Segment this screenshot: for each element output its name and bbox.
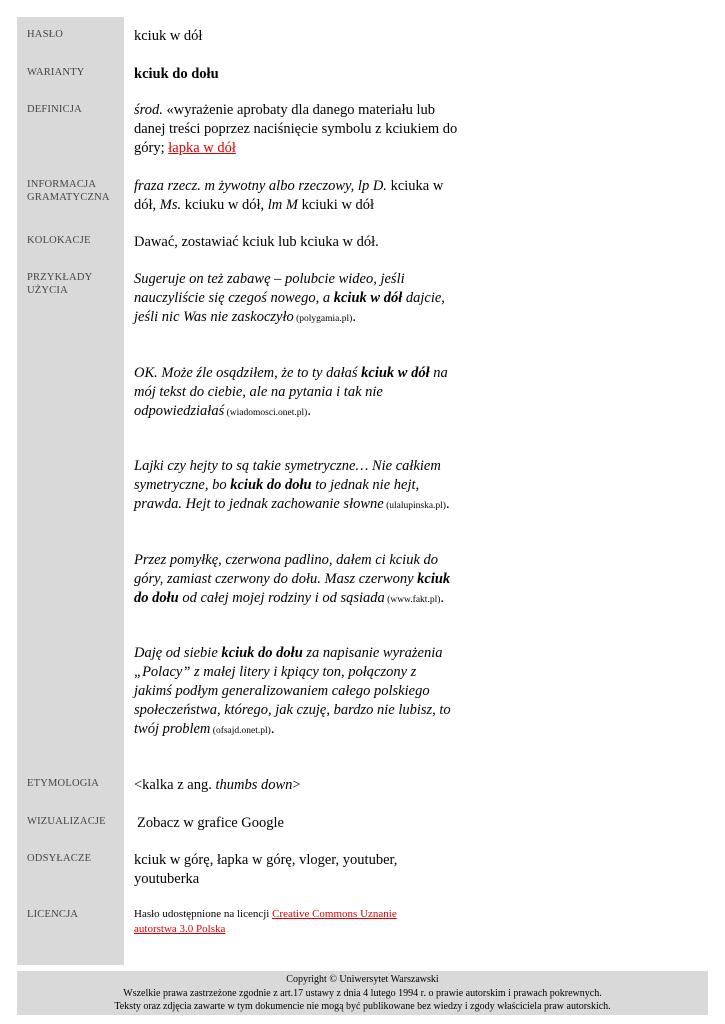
example-phrase: kciuk do dołu (230, 477, 312, 493)
label-licencja: LICENCJA (27, 909, 79, 920)
example-end: . (307, 403, 311, 419)
example-text: OK. Może źle osądziłem, że to ty dałaś (134, 365, 362, 381)
etymology-before: <kalka z ang. (134, 777, 216, 793)
example-text: za napisanie wyrażenia „Polacy” z małej litery i kpiący ton, połączony z jakimś podłym generalizowaniem całego polskiego społeczeństwa, którego, jak czuję, bardzo nie lubisz, to twój problem (134, 645, 451, 737)
example-text: od całej mojej rodziny i od sąsiada (178, 590, 385, 606)
definition-text: «wyrażenie aprobaty dla danego materiału lub danej treści poprzez naciśnięcie symbolu z kciukiem do góry; (134, 102, 458, 156)
footer-copyright: Copyright © Uniwersytet Warszawski (286, 974, 439, 985)
definition-link[interactable]: łapka w dół (168, 140, 236, 156)
definition-qualifier: środ. (134, 102, 163, 118)
label-odsylacze: ODSYŁACZE (27, 853, 92, 864)
label-etymologia: ETYMOLOGIA (27, 778, 99, 789)
grammar-info (134, 177, 449, 215)
example-end: . (270, 721, 275, 737)
example-source: (ulalupinska.pl) (383, 501, 446, 511)
example-text: Lajki czy hejty to są takie symetryczne… Nie całkiem symetryczne, bo (134, 458, 441, 493)
example-text: Daję od siebie (134, 645, 222, 661)
label-wizualizacje: WIZUALIZACJE (27, 816, 106, 827)
label-haslo: HASŁO (27, 29, 64, 40)
grammar-part1: fraza rzecz. m żywotny albo rzeczowy, lp D. (134, 178, 387, 194)
example-text: Sugeruje on też zabawę – polubcie wideo, jeśli nauczyliście się czegoś nowego, a (134, 271, 405, 306)
label-kolokacje: KOLOKACJE (27, 235, 91, 246)
etymology-term: thumbs down (215, 777, 293, 793)
example-end: . (352, 309, 356, 325)
footer (17, 971, 708, 1015)
example-3 (134, 457, 454, 516)
example-1 (134, 270, 454, 329)
cross-references: kciuk w górę, łapka w górę, vloger, youtuber, youtuberka (134, 852, 398, 887)
grammar-part4: kciuku w dół, (181, 197, 268, 213)
variants: kciuk do dołu (134, 66, 219, 82)
example-source: (www.fakt.pl) (384, 595, 441, 605)
example-5 (134, 644, 454, 741)
label-przyklady: PRZYKŁADY UŻYCIA (27, 272, 92, 296)
license-text: Hasło udostępnione na licencji (134, 908, 273, 920)
footer-rights: Wszelkie prawa zastrzeżone zgodnie z art.17 ustawy z dnia 4 lutego 1994 r. o prawie autorskim i prawach pokrewnych. (123, 987, 602, 999)
example-source: (polygamia.pl) (293, 314, 353, 324)
grammar-part3: Ms. (159, 197, 182, 213)
example-2 (134, 364, 449, 423)
etymology (134, 776, 464, 795)
collocations: Dawać, zostawiać kciuk lub kciuka w dół. (134, 234, 379, 250)
example-phrase: kciuk w dół (333, 290, 403, 306)
label-informacja: INFORMACJA GRAMATYCZNA (27, 179, 110, 203)
license-link[interactable]: Creative Commons Uznanie autorstwa 3.0 Polska (134, 908, 397, 935)
label-definicja: DEFINICJA (27, 104, 82, 115)
example-text: to jednak nie hejt, prawda. Hejt to jednak zachowanie słowne (134, 477, 420, 512)
license (134, 907, 434, 937)
example-4 (134, 551, 454, 610)
example-source: (ofsajd.onet.pl) (210, 726, 271, 736)
label-warianty: WARIANTY (27, 67, 85, 78)
definition (134, 101, 462, 158)
example-phrase: kciuk do dołu (134, 571, 451, 606)
example-text: na mój tekst do ciebie, ale na pytania i tak nie odpowiedziałaś (134, 365, 448, 419)
google-images-link[interactable]: Zobacz w grafice Google (137, 815, 284, 831)
example-source: (wiadomosci.onet.pl) (224, 408, 308, 418)
example-phrase: kciuk do dołu (221, 645, 303, 661)
grammar-part5: lm M (267, 197, 298, 213)
headword: kciuk w dół (134, 28, 203, 44)
example-end: . (445, 496, 450, 512)
example-text: dajcie, jeśli nic Was nie zaskoczyło (134, 290, 445, 325)
footer-notice: Teksty oraz zdjęcia zawarte w tym dokumencie nie mogą być publikowane bez wiedzy i zgody właściciela praw autorskich. (114, 1001, 611, 1012)
example-end: . (440, 590, 444, 606)
etymology-after: > (292, 777, 301, 793)
example-text: Przez pomyłkę, czerwona padlino, dałem ci kciuk do góry, zamiast czerwony do dołu. Masz czerwony (134, 552, 439, 587)
example-phrase: kciuk w dół (361, 365, 430, 381)
grammar-part2: kciuka w dół, (134, 178, 444, 213)
grammar-part6: kciuki w dół (297, 197, 375, 213)
